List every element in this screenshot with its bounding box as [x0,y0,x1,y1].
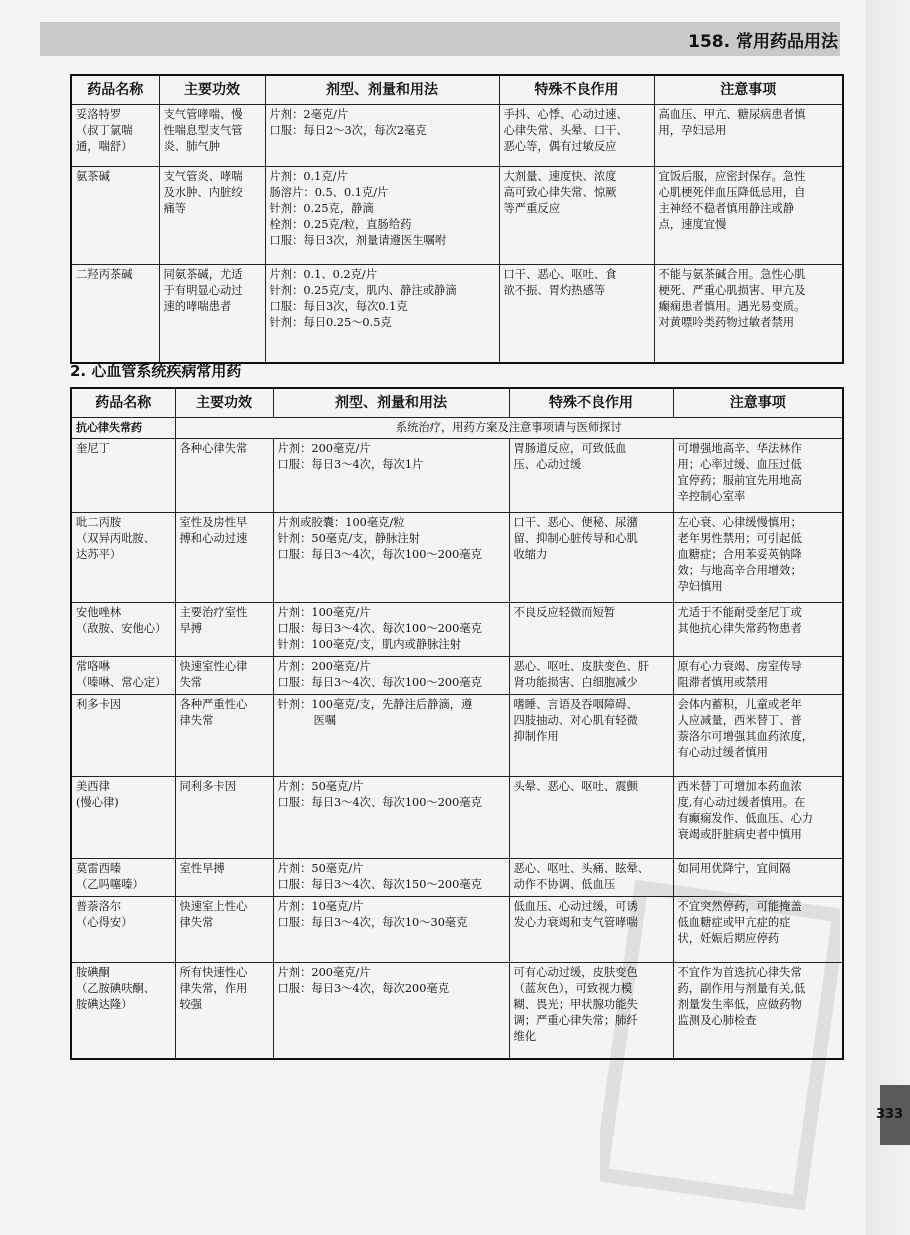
cell-text: 口服：每日3次，每次0.1克 [269,300,408,313]
cell-text: 炎、肺气肿 [163,140,220,153]
col-header-notes: 注意事项 [673,388,843,418]
cell-text: 性喘息型支气管 [163,124,243,137]
cell-name [71,439,175,513]
cell-adverse [499,105,654,167]
table-row [71,897,843,963]
cell-text: 宜饭后服，应密封保存。急性 [658,170,806,183]
table-row [71,105,843,167]
table-row [71,859,843,897]
cell-text: 各种心律失常 [179,442,248,455]
cell-text: 医嘱 [313,714,337,727]
cell-text: 口服：每日3～4次，每次100～200毫克 [277,548,482,561]
cell-text: 片剂：100毫克/片 [277,606,371,619]
cell-text: 大剂量、速度快、浓度 [503,170,617,183]
cell-dosage [273,513,509,603]
cell-name [71,105,159,167]
cell-dosage [273,897,509,963]
cell-adverse [509,963,673,1059]
cell-text: 早搏 [179,622,203,635]
cell-text: 会体内蓄积，儿童或老年 [677,698,802,711]
cell-effect [175,897,273,963]
cell-text: 状，妊娠后期应停药 [677,932,780,945]
cell-adverse [499,265,654,363]
table-row [71,657,843,695]
cell-text: 口服：每日3次，剂量请遵医生嘱咐 [269,234,447,247]
cell-text: 各种严重性心 [179,698,248,711]
cell-text: 尤适于不能耐受奎尼丁或 [677,606,802,619]
cell-dosage [273,657,509,695]
cell-text: 同氨茶碱，尤适 [163,268,243,281]
cell-dosage [265,167,499,265]
cell-dosage [273,963,509,1059]
cell-dosage [265,265,499,363]
cell-text: 针剂：每日0.25～0.5克 [269,316,392,329]
section-title: 2. 心血管系统疾病常用药 [70,362,242,380]
cell-name [71,265,159,363]
cell-adverse [499,167,654,265]
cell-text: 维化 [513,1030,537,1043]
cell-adverse [509,603,673,657]
cell-text: 左心衰、心律缓慢慎用； [677,516,802,529]
cell-text: 片剂：200毫克/片 [277,442,371,455]
cell-text: 针剂：50毫克/支，静脉注射 [277,532,420,545]
col-header-adverse: 特殊不良作用 [509,388,673,418]
cell-text: 孕妇慎用 [677,580,723,593]
cell-text: 糊、畏光；甲状腺功能失 [513,998,638,1011]
cell-text: 欲不振、胃灼热感等 [503,284,606,297]
cell-text: 速的哮喘患者 [163,300,232,313]
cell-adverse [509,859,673,897]
cell-text: 阻滞者慎用或禁用 [677,676,768,689]
col-header-name: 药品名称 [71,75,159,105]
cell-text: 药，副作用与剂量有关,低 [677,982,806,995]
cell-text: 不能与氨茶碱合用。急性心肌 [658,268,806,281]
cell-text: 针剂：0.25克/支，肌内、静注或静滴 [269,284,457,297]
cell-text: 口服：每日3～4次，每次10～30毫克 [277,916,468,929]
cell-notes [673,513,843,603]
cell-text: 人应减量，西米替丁、普 [677,714,802,727]
cell-text: （敌胺、安他心） [76,622,167,635]
cell-text: 片剂：200毫克/片 [277,660,371,673]
cell-text: 片剂：200毫克/片 [277,966,371,979]
cell-text: 氨茶碱 [76,170,110,183]
cell-text: 西米替丁可增加本药血浓 [677,780,802,793]
cell-text: （乙胺碘呋酮、 [76,982,156,995]
cell-text: 口服：每日3～4次、每次100～200毫克 [277,622,482,635]
cell-text: 抑制作用 [513,730,559,743]
table-body [71,418,843,1059]
table-row [71,963,843,1059]
cell-text: 室性及房性早 [179,516,248,529]
cell-notes [673,603,843,657]
cell-text: 口干、恶心、便秘、尿潴 [513,516,638,529]
cell-text: 不良反应轻微而短暂 [513,606,616,619]
cell-text: 肾功能损害、白细胞减少 [513,676,638,689]
cell-text: 利多卡因 [76,698,122,711]
cell-text: （嗪啉、常心定） [76,676,167,689]
cell-text: 针剂：100毫克/支，先静注后静滴，遵 [277,698,473,711]
cell-text: 可增强地高辛、华法林作 [677,442,802,455]
cell-notes [673,439,843,513]
category-row [71,418,843,439]
cell-text: 低血压、心动过缓，可诱 [513,900,638,913]
cell-text: 宜停药；服前宜先用地高 [677,474,802,487]
cell-text: 通，喘舒） [76,140,133,153]
cell-text: 心律失常、头晕、口干、 [503,124,628,137]
cell-adverse [509,695,673,777]
cell-dosage [273,859,509,897]
cell-adverse [509,513,673,603]
cell-effect [159,167,265,265]
cell-text: 片剂：50毫克/片 [277,780,364,793]
cell-text: 达苏平） [76,548,122,561]
cell-text: 剂量发生率低，应做药物 [677,998,802,1011]
cell-dosage [265,105,499,167]
cell-text: 口服：每日2～3次，每次2毫克 [269,124,427,137]
cell-text: 片剂：0.1克/片 [269,170,348,183]
cell-text: （双异丙吡胺、 [76,532,156,545]
cell-name [71,513,175,603]
table-row [71,439,843,513]
cell-text: 胺碘酮 [76,966,110,979]
cell-text: 搏和心动过速 [179,532,248,545]
cell-text: 留、抑制心脏传导和心肌 [513,532,638,545]
cell-text: 律失常 [179,916,214,929]
cell-text: 对黄嘌呤类药物过敏者禁用 [658,316,795,329]
cell-text: 有心动过缓者慎用 [677,746,768,759]
cell-text: 片剂：2毫克/片 [269,108,349,121]
cell-text: （蓝灰色），可致视力模 [513,982,633,995]
cell-dosage [273,603,509,657]
cell-text: 快速室上性心 [179,900,248,913]
cell-text: 口服：每日3～4次、每次150～200毫克 [277,878,482,891]
cell-text: 律失常 [179,714,214,727]
cell-adverse [509,777,673,859]
cell-notes [673,777,843,859]
cell-name [71,963,175,1059]
cell-notes [654,167,843,265]
cell-text: 可有心动过缓，皮肤变色 [513,966,638,979]
cell-effect [175,439,273,513]
cell-text: 不宜突然停药，可能掩盖 [677,900,802,913]
cell-text: 嗜睡、言语及吞咽障碍、 [513,698,638,711]
cell-text: 恶心等，偶有过敏反应 [503,140,617,153]
cell-text: 用；心率过缓、血压过低 [677,458,802,471]
cell-effect [159,265,265,363]
cell-text: （心得安） [76,916,133,929]
cell-effect [175,513,273,603]
cell-text: (慢心律) [76,796,119,809]
table-header-row [71,75,843,105]
table-row [71,603,843,657]
cell-text: 口服：每日3～4次、每次100～200毫克 [277,676,482,689]
cell-text: 奎尼丁 [76,442,110,455]
cell-text: 监测及心肺检查 [677,1014,757,1027]
cell-text: 原有心力衰竭、房室传导 [677,660,802,673]
cell-text: 主神经不稳者慎用静注或静 [658,202,795,215]
page-number: 333 [876,1107,904,1122]
cell-text: 低血糖症或甲亢症的症 [677,916,791,929]
cell-text: 于有明显心动过 [163,284,243,297]
col-header-effect: 主要功效 [159,75,265,105]
cell-text: 调；严重心律失常；肺纤 [513,1014,638,1027]
cell-text: 高血压、甲亢、糖尿病患者慎 [658,108,806,121]
table-row [71,777,843,859]
cell-text: 片剂：10毫克/片 [277,900,364,913]
cell-notes [673,657,843,695]
cell-text: 安他唑林 [76,606,122,619]
cell-text: 头晕、恶心、呕吐、震颤 [513,780,638,793]
cell-text: 同利多卡因 [179,780,236,793]
cell-text: （叔丁氯喘 [76,124,133,137]
col-header-name: 药品名称 [71,388,175,418]
cell-notes [673,695,843,777]
cell-text: 点，速度宜慢 [658,218,727,231]
drug-table-respiratory [70,74,844,364]
cell-dosage [273,439,509,513]
cell-effect [175,963,273,1059]
cell-text: 胃肠道反应，可致低血 [513,442,627,455]
cell-notes [673,897,843,963]
cell-effect [175,695,273,777]
cell-text: 辛控制心室率 [677,490,746,503]
cell-text: 发心力衰竭和支气管哮喘 [513,916,638,929]
cell-notes [654,105,843,167]
cell-text: 压、心动过缓 [513,458,582,471]
cell-text: 等严重反应 [503,202,560,215]
cell-adverse [509,439,673,513]
cell-name [71,695,175,777]
cell-name [71,603,175,657]
drug-table-cardiovascular [70,387,844,1060]
col-header-adverse: 特殊不良作用 [499,75,654,105]
cell-text: 莫雷西嗪 [76,862,122,875]
cell-text: 手抖、心悸、心动过速、 [503,108,628,121]
page-header-title: 158. 常用药品用法 [688,32,838,52]
cell-text: 失常 [179,676,203,689]
cell-text: 主要治疗室性 [179,606,248,619]
cell-text: 室性早搏 [179,862,225,875]
cell-name [71,897,175,963]
cell-text: 血糖症；合用苯妥英钠降 [677,548,802,561]
cell-text: 四肢抽动、对心肌有轻微 [513,714,638,727]
cell-text: 片剂：0.1、0.2克/片 [269,268,378,281]
cell-text: 及水肿、内脏绞 [163,186,243,199]
cell-effect [159,105,265,167]
cell-text: 二羟丙茶碱 [76,268,133,281]
cell-text: 衰竭或肝脏病史者中慎用 [677,828,802,841]
cell-text: 吡二丙胺 [76,516,122,529]
cell-text: 有癫痫发作、低血压、心力 [677,812,814,825]
cell-text: 支气管炎、哮喘 [163,170,243,183]
category-label: 抗心律失常药 [71,418,175,439]
cell-dosage [273,777,509,859]
cell-text: 其他抗心律失常药物患者 [677,622,802,635]
side-tab [866,0,910,1235]
cell-text: 萘洛尔可增强其血药浓度， [677,730,814,743]
cell-text: 支气管哮喘、慢 [163,108,243,121]
col-header-notes: 注意事项 [654,75,843,105]
col-header-dosage: 剂型、剂量和用法 [265,75,499,105]
cell-text: 美西律 [76,780,110,793]
cell-text: 老年男性禁用；可引起低 [677,532,802,545]
col-header-dosage: 剂型、剂量和用法 [273,388,509,418]
cell-text: 针剂：100毫克/支，肌内或静脉注射 [277,638,462,651]
cell-name [71,859,175,897]
cell-text: 效；与地高辛合用增效； [677,564,802,577]
cell-text: 普萘洛尔 [76,900,122,913]
cell-text: 心肌梗死伴血压降低忌用，自 [658,186,806,199]
cell-text: 常咯啉 [76,660,110,673]
cell-text: 口服：每日3～4次，每次1片 [277,458,424,471]
col-header-effect: 主要功效 [175,388,273,418]
cell-text: （乙吗噻嗪） [76,878,144,891]
cell-text: 用，孕妇忌用 [658,124,727,137]
table-row [71,513,843,603]
table-row [71,167,843,265]
cell-notes [673,963,843,1059]
cell-text: 肠溶片：0.5、0.1克/片 [269,186,389,199]
cell-notes [654,265,843,363]
cell-text: 动作不协调、低血压 [513,878,616,891]
cell-text: 恶心、呕吐、头痛、眩晕、 [513,862,650,875]
cell-text: 所有快速性心 [179,966,248,979]
cell-text: 高可致心律失常、惊厥 [503,186,617,199]
cell-text: 口服：每日3～4次、每次100～200毫克 [277,796,482,809]
table-header-row [71,388,843,418]
cell-text: 快速室性心律 [179,660,248,673]
cell-text: 恶心、呕吐、皮肤变色、肝 [513,660,650,673]
cell-text: 如同用优降宁，宜间隔 [677,862,791,875]
cell-effect [175,603,273,657]
cell-text: 律失常，作用 [179,982,248,995]
category-text: 系统治疗，用药方案及注意事项请与医师探讨 [175,418,843,439]
cell-notes [673,859,843,897]
table-row [71,695,843,777]
cell-text: 不宜作为首选抗心律失常 [677,966,802,979]
table-row [71,265,843,363]
cell-text: 针剂：0.25克，静滴 [269,202,374,215]
cell-name [71,657,175,695]
cell-text: 癫痫患者慎用。遇光易变质。 [658,300,806,313]
cell-dosage [273,695,509,777]
cell-text: 收缩力 [513,548,548,561]
cell-adverse [509,897,673,963]
cell-text: 口干、恶心、呕吐、食 [503,268,617,281]
cell-text: 口服：每日3～4次，每次200毫克 [277,982,450,995]
cell-effect [175,777,273,859]
cell-text: 痛等 [163,202,187,215]
cell-text: 妥洛特罗 [76,108,122,121]
cell-text: 片剂或胶囊：100毫克/粒 [277,516,405,529]
table-body [71,105,843,363]
cell-name [71,167,159,265]
cell-text: 栓剂：0.25克/粒，直肠给药 [269,218,412,231]
cell-effect [175,657,273,695]
cell-text: 度,有心动过缓者慎用。在 [677,796,806,809]
cell-text: 较强 [179,998,203,1011]
cell-text: 胺碘达隆） [76,998,133,1011]
cell-adverse [509,657,673,695]
cell-text: 梗死、严重心肌损害、甲亢及 [658,284,806,297]
cell-name [71,777,175,859]
cell-text: 片剂：50毫克/片 [277,862,364,875]
cell-effect [175,859,273,897]
